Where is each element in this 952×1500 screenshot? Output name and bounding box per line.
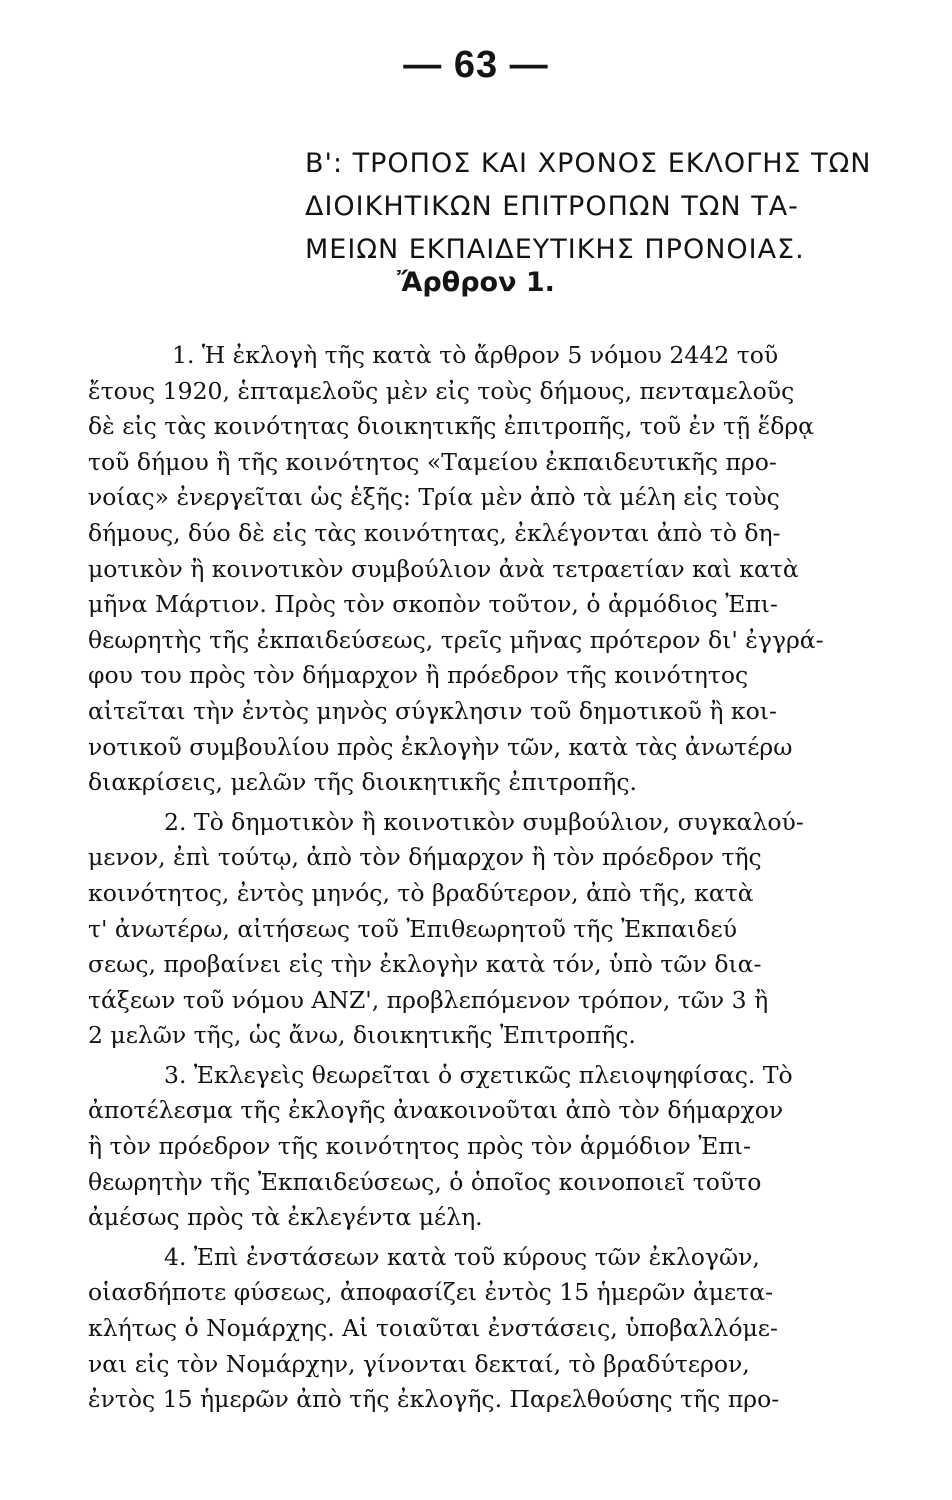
text-line: μοτικὸν ἢ κοινοτικὸν συμβούλιον ἀνὰ τετραετίαν καὶ κατὰ — [88, 554, 799, 583]
text-line: νοίας» ἐνεργεῖται ὡς ἑξῆς: Τρία μὲν ἀπὸ τὰ μέλη εἰς τοὺς — [88, 483, 780, 512]
text-line: τ' ἀνωτέρω, αἰτήσεως τοῦ Ἐπιθεωρητοῦ τῆς Ἐκπαιδεύ — [88, 914, 737, 943]
paragraph-1 — [88, 338, 903, 801]
text-line: 2. Τὸ δημοτικὸν ἢ κοινοτικὸν συμβούλιον, συγκαλού- — [164, 807, 804, 836]
text-line: ἔτους 1920, ἑπταμελοῦς μὲν εἰς τοὺς δήμους, πενταμελοῦς — [88, 376, 795, 405]
text-line: 2 μελῶν τῆς, ὡς ἄνω, διοικητικῆς Ἐπιτροπῆς. — [88, 1021, 636, 1050]
text-line: θεωρητὴς τῆς ἐκπαιδεύσεως, τρεῖς μῆνας πρότερον δι' ἐγγρά- — [88, 625, 824, 654]
text-line: μῆνα Μάρτιον. Πρὸς τὸν σκοπὸν τοῦτον, ὁ ἁρμόδιος Ἐπι- — [88, 590, 778, 619]
section-heading — [305, 142, 905, 271]
text-line: νοτικοῦ συμβουλίου πρὸς ἐκλογὴν τῶν, κατὰ τὰς ἀνωτέρω — [88, 732, 793, 761]
section-heading-line: ΜΕΙΩΝ ΕΚΠΑΙΔΕΥΤΙΚΗΣ ΠΡΟΝΟΙΑΣ. — [305, 234, 805, 265]
text-line: δὲ εἰς τὰς κοινότητας διοικητικῆς ἐπιτροπῆς, τοῦ ἐν τῇ ἕδρᾳ — [88, 412, 815, 441]
paragraph-2 — [88, 805, 903, 1054]
text-line: σεως, προβαίνει εἰς τὴν ἐκλογὴν κατὰ τόν, ὑπὸ τῶν δια- — [88, 950, 762, 979]
text-line: δήμους, δύο δὲ εἰς τὰς κοινότητας, ἐκλέγονται ἀπὸ τὸ δη- — [88, 518, 781, 547]
text-line: 3. Ἐκλεγεὶς θεωρεῖται ὁ σχετικῶς πλειοψηφίσας. Τὸ — [164, 1060, 793, 1089]
text-line: κοινότητος, ἐντὸς μηνός, τὸ βραδύτερον, ἀπὸ τῆς, κατὰ — [88, 878, 754, 907]
text-line: ἀμέσως πρὸς τὰ ἐκλεγέντα μέλη. — [88, 1203, 483, 1232]
page-number: — 63 — — [403, 44, 549, 86]
text-line: ἀποτέλεσμα τῆς ἐκλογῆς ἀνακοινοῦται ἀπὸ τὸν δήμαρχον — [88, 1096, 784, 1125]
text-line: ναι εἰς τὸν Νομάρχην, γίνονται δεκταί, τὸ βραδύτερον, — [88, 1349, 750, 1378]
text-line: κλήτως ὁ Νομάρχης. Αἱ τοιαῦται ἐνστάσεις, ὑποβαλλόμε- — [88, 1314, 778, 1343]
text-line: ἢ τὸν πρόεδρον τῆς κοινότητος πρὸς τὸν ἁρμόδιον Ἐπι- — [88, 1132, 751, 1161]
text-line: αἰτεῖται τὴν ἐντὸς μηνὸς σύγκλησιν τοῦ δημοτικοῦ ἢ κοι- — [88, 696, 777, 725]
body-text — [88, 338, 903, 1422]
text-line: οἱασδήποτε φύσεως, ἀποφασίζει ἐντὸς 15 ἡμερῶν ἀμετα- — [88, 1278, 774, 1307]
text-line: 1. Ἡ ἐκλογὴ τῆς κατὰ τὸ ἄρθρον 5 νόμου 2442 τοῦ — [172, 341, 779, 369]
section-heading-line: Β': ΤΡΟΠΟΣ ΚΑΙ ΧΡΟΝΟΣ ΕΚΛΟΓΗΣ ΤΩΝ — [305, 148, 872, 179]
text-line: θεωρητὴν τῆς Ἐκπαιδεύσεως, ὁ ὁποῖος κοινοποιεῖ τοῦτο — [88, 1167, 762, 1196]
text-line: ἐντὸς 15 ἡμερῶν ἀπὸ τῆς ἐκλογῆς. Παρελθούσης τῆς προ- — [88, 1385, 780, 1414]
paragraph-3 — [88, 1058, 903, 1236]
text-line: τοῦ δήμου ἢ τῆς κοινότητος «Ταμείου ἐκπαιδευτικῆς προ- — [88, 447, 777, 476]
article-title: Ἄρθρον 1. — [397, 267, 555, 298]
text-line: μενον, ἐπὶ τούτῳ, ἀπὸ τὸν δήμαρχον ἢ τὸν πρόεδρον τῆς — [88, 843, 762, 872]
text-line: τάξεων τοῦ νόμου ΑΝΖ', προβλεπόμενον τρόπον, τῶν 3 ἢ — [88, 985, 769, 1014]
text-line: φου του πρὸς τὸν δήμαρχον ἢ πρόεδρον τῆς κοινότητος — [88, 661, 749, 690]
text-line: 4. Ἐπὶ ἐνστάσεων κατὰ τοῦ κύρους τῶν ἐκλογῶν, — [164, 1242, 760, 1271]
paragraph-4 — [88, 1240, 903, 1418]
text-line: διακρίσεις, μελῶν τῆς διοικητικῆς ἐπιτροπῆς. — [88, 768, 637, 797]
section-heading-line: ΔΙΟΙΚΗΤΙΚΩΝ ΕΠΙΤΡΟΠΩΝ ΤΩΝ ΤΑ- — [305, 191, 799, 222]
